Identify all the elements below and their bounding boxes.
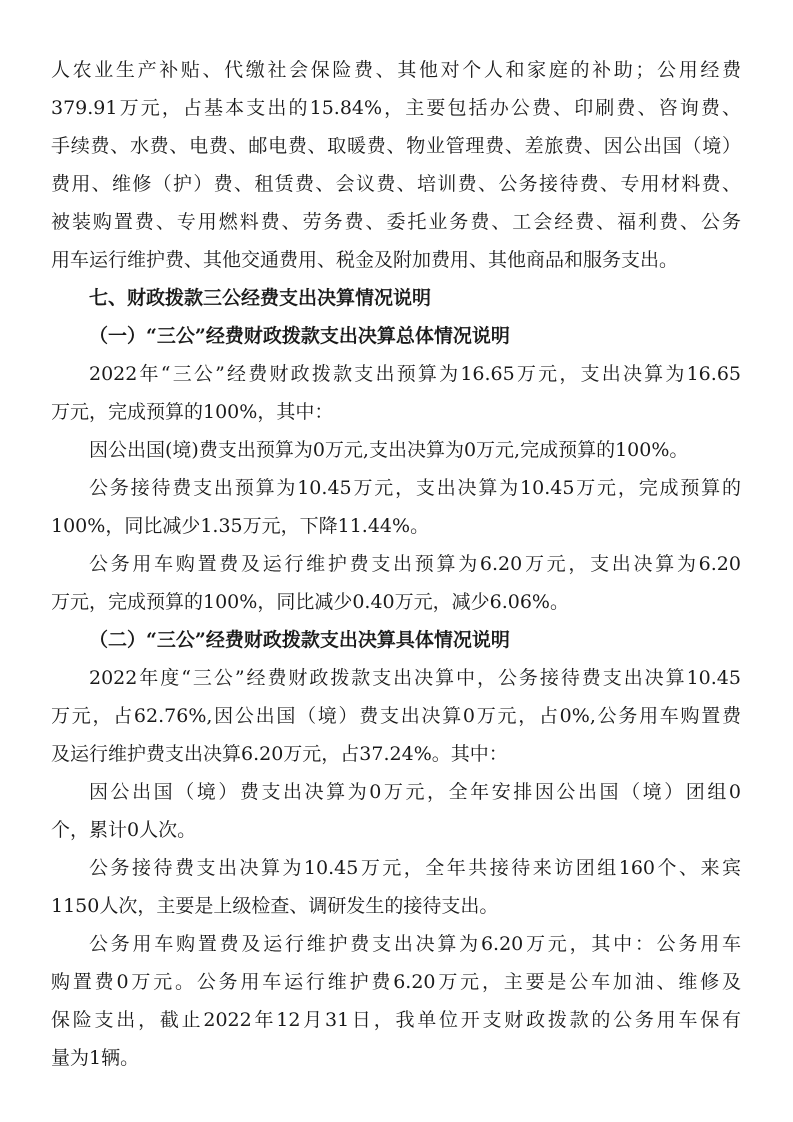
subsection-heading: （一）“三公”经费财政拨款支出决算总体情况说明: [89, 325, 510, 347]
subsection-heading: （二）“三公”经费财政拨款支出决算具体情况说明: [89, 629, 510, 651]
paragraph-line: 量为1辆。: [51, 1047, 140, 1069]
paragraph-line: 公务用车购置费及运行维护费支出预算为6.20万元，支出决算为6.20: [89, 553, 741, 575]
paragraph-line: 万元，完成预算的100%，同比减少0.40万元，减少6.06%。: [51, 591, 569, 613]
paragraph-line: 被装购置费、专用燃料费、劳务费、委托业务费、工会经费、福利费、公务: [51, 211, 741, 233]
paragraph-line: 379.91万元，占基本支出的15.84%，主要包括办公费、印刷费、咨询费、: [51, 97, 741, 119]
paragraph-line: 公务用车购置费及运行维护费支出决算为6.20万元，其中：公务用车: [89, 933, 741, 955]
paragraph-line: 2022年度“三公”经费财政拨款支出决算中，公务接待费支出决算10.45: [89, 667, 741, 689]
paragraph-line: 购置费0万元。公务用车运行维护费6.20万元，主要是公车加油、维修及: [51, 971, 741, 993]
paragraph-line: 万元，完成预算的100%，其中：: [51, 401, 334, 423]
paragraph-line: 公务接待费支出预算为10.45万元，支出决算为10.45万元，完成预算的: [89, 477, 741, 499]
paragraph-line: 及运行维护费支出决算6.20万元，占37.24%。其中：: [51, 743, 508, 765]
paragraph-line: 因公出国(境)费支出预算为0万元,支出决算为0万元,完成预算的100%。: [89, 439, 689, 461]
paragraph-line: 100%，同比减少1.35万元，下降11.44%。: [51, 515, 430, 537]
paragraph-line: 公务接待费支出决算为10.45万元，全年共接待来访团组160个、来宾: [89, 857, 741, 879]
paragraph-line: 手续费、水费、电费、邮电费、取暖费、物业管理费、差旅费、因公出国（境）: [51, 135, 741, 157]
paragraph-line: 2022年“三公”经费财政拨款支出预算为16.65万元，支出决算为16.65: [89, 363, 741, 385]
section-heading: 七、财政拨款三公经费支出决算情况说明: [89, 287, 432, 309]
paragraph-line: 费用、维修（护）费、租赁费、会议费、培训费、公务接待费、专用材料费、: [51, 173, 741, 195]
paragraph-line: 1150人次，主要是上级检查、调研发生的接待支出。: [51, 895, 499, 917]
paragraph-line: 用车运行维护费、其他交通费用、税金及附加费用、其他商品和服务支出。: [51, 249, 679, 271]
paragraph-line: 因公出国（境）费支出决算为0万元，全年安排因公出国（境）团组0: [89, 781, 741, 803]
paragraph-line: 万元，占62.76%,因公出国（境）费支出决算0万元，占0%,公务用车购置费: [51, 705, 741, 727]
paragraph-line: 保险支出，截止2022年12月31日，我单位开支财政拨款的公务用车保有: [51, 1009, 741, 1031]
paragraph-line: 人农业生产补贴、代缴社会保险费、其他对个人和家庭的补助；公用经费: [51, 59, 741, 81]
paragraph-line: 个，累计0人次。: [51, 819, 197, 841]
